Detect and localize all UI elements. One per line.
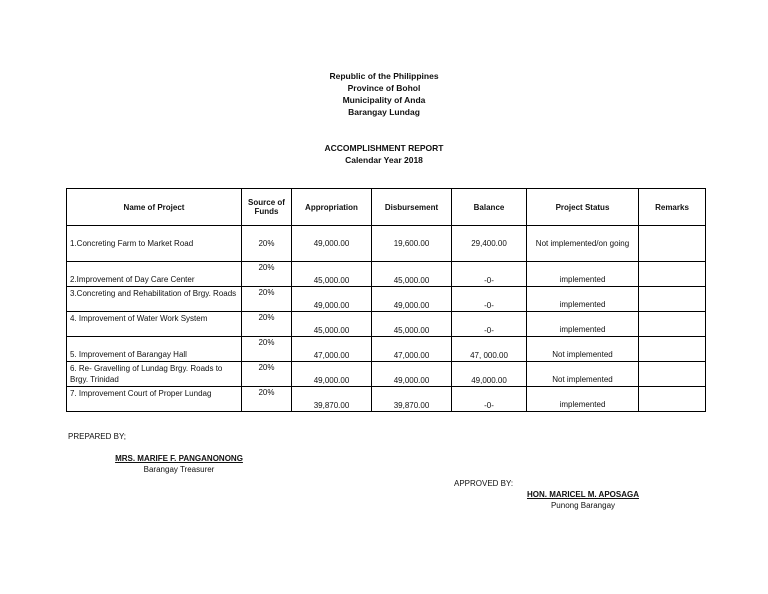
balance: 29,400.00	[452, 226, 527, 262]
table-row	[67, 337, 706, 362]
header-appropriation: Appropriation	[292, 189, 372, 226]
project-name: 2.Improvement of Day Care Center	[67, 262, 242, 287]
project-name: 3.Concreting and Rehabilitation of Brgy. Roads	[67, 287, 242, 312]
project-status: Not implemented/on going	[527, 226, 639, 262]
source-of-funds: 20%	[242, 226, 292, 262]
approved-by-label: APPROVED BY:	[454, 479, 514, 488]
appropriation: 47,000.00	[292, 337, 372, 362]
header-municipality: Municipality of Anda	[342, 95, 426, 105]
project-name: 6. Re- Gravelling of Lundag Brgy. Roads to Brgy. Trinidad	[67, 362, 242, 387]
appropriation: 45,000.00	[292, 312, 372, 337]
disbursement: 49,000.00	[372, 287, 452, 312]
appropriation: 49,000.00	[292, 226, 372, 262]
appropriation: 49,000.00	[292, 362, 372, 387]
disbursement: 19,600.00	[372, 226, 452, 262]
report-subtitle: Calendar Year 2018	[345, 155, 423, 165]
source-of-funds: 20%	[242, 387, 292, 412]
remarks	[639, 287, 706, 312]
remarks	[639, 262, 706, 287]
project-status: Not implemented	[527, 337, 639, 362]
appropriation: 39,870.00	[292, 387, 372, 412]
source-of-funds: 20%	[242, 362, 292, 387]
approved-by-block	[518, 489, 648, 511]
project-name: 1.Concreting Farm to Market Road	[67, 226, 242, 262]
table-row	[67, 226, 706, 262]
report-title-block	[0, 142, 768, 166]
remarks	[639, 312, 706, 337]
table-row	[67, 312, 706, 337]
header-name-of-project: Name of Project	[67, 189, 242, 226]
source-of-funds: 20%	[242, 287, 292, 312]
remarks	[639, 362, 706, 387]
disbursement: 45,000.00	[372, 312, 452, 337]
appropriation: 49,000.00	[292, 287, 372, 312]
remarks	[639, 337, 706, 362]
prepared-by-name: MRS. MARIFE F. PANGANONONG	[115, 454, 243, 463]
header-disbursement: Disbursement	[372, 189, 452, 226]
project-name: 7. Improvement Court of Proper Lundag	[67, 387, 242, 412]
accomplishment-table	[66, 188, 706, 412]
approved-by-title: Punong Barangay	[550, 501, 616, 510]
project-name: 5. Improvement of Barangay Hall	[67, 337, 242, 362]
disbursement: 39,870.00	[372, 387, 452, 412]
project-status: implemented	[527, 387, 639, 412]
table-row	[67, 262, 706, 287]
balance: -0-	[452, 312, 527, 337]
table-row	[67, 287, 706, 312]
project-name: 4. Improvement of Water Work System	[67, 312, 242, 337]
remarks	[639, 387, 706, 412]
source-of-funds: 20%	[242, 312, 292, 337]
header-remarks: Remarks	[639, 189, 706, 226]
disbursement: 49,000.00	[372, 362, 452, 387]
project-status: implemented	[527, 312, 639, 337]
disbursement: 45,000.00	[372, 262, 452, 287]
prepared-by-block	[104, 453, 254, 475]
header-province: Province of Bohol	[347, 83, 421, 93]
header-project-status: Project Status	[527, 189, 639, 226]
prepared-by-label: PREPARED BY;	[68, 432, 127, 441]
source-of-funds: 20%	[242, 262, 292, 287]
appropriation: 45,000.00	[292, 262, 372, 287]
document-header	[0, 70, 768, 118]
source-of-funds: 20%	[242, 337, 292, 362]
balance: -0-	[452, 287, 527, 312]
balance: 49,000.00	[452, 362, 527, 387]
header-country: Republic of the Philippines	[329, 71, 439, 81]
prepared-by-title: Barangay Treasurer	[143, 465, 215, 474]
approved-by-name: HON. MARICEL M. APOSAGA	[526, 490, 639, 499]
table-row	[67, 387, 706, 412]
project-status: implemented	[527, 262, 639, 287]
table-header-row	[67, 189, 706, 226]
header-barangay: Barangay Lundag	[348, 107, 420, 117]
remarks	[639, 226, 706, 262]
project-status: Not implemented	[527, 362, 639, 387]
report-title: ACCOMPLISHMENT REPORT	[324, 143, 444, 153]
balance: -0-	[452, 387, 527, 412]
balance: 47, 000.00	[452, 337, 527, 362]
header-source-of-funds: Source of Funds	[242, 189, 292, 226]
balance: -0-	[452, 262, 527, 287]
table-row	[67, 362, 706, 387]
disbursement: 47,000.00	[372, 337, 452, 362]
header-balance: Balance	[452, 189, 527, 226]
project-status: implemented	[527, 287, 639, 312]
